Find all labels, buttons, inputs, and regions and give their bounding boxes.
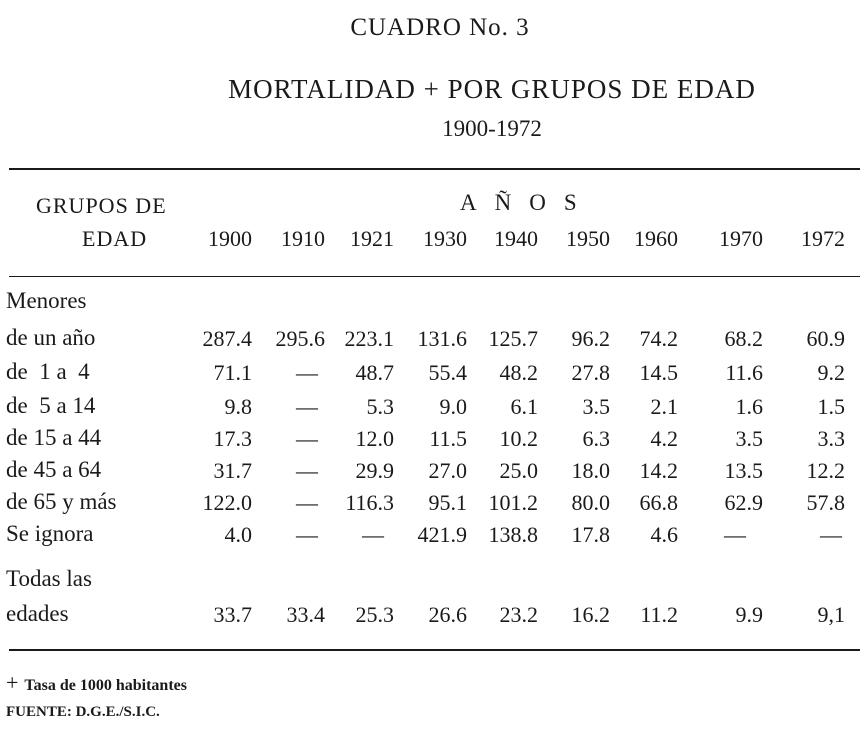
- year-header-1930: 1930: [423, 226, 467, 251]
- total-value: 25.3: [355, 602, 394, 627]
- cell-value: 48.2: [499, 360, 538, 385]
- cell-value: 287.4: [202, 326, 252, 351]
- group-header-line1: GRUPOS DE: [36, 193, 167, 218]
- cell-value: 3.5: [582, 394, 610, 419]
- top-rule: [9, 168, 860, 170]
- cell-value: 31.7: [213, 458, 252, 483]
- cell-value: 11.5: [429, 426, 467, 451]
- row-label-5-14: de 5 a 14: [6, 393, 96, 418]
- table-title: MORTALIDAD + POR GRUPOS DE EDAD: [228, 74, 756, 104]
- bottom-rule: [9, 649, 860, 651]
- cell-value: —: [724, 522, 746, 547]
- total-value: 23.2: [499, 602, 538, 627]
- header-rule: [9, 276, 860, 277]
- cell-value: 48.7: [355, 360, 394, 385]
- cell-value: 1.6: [735, 394, 763, 419]
- cell-value: 18.0: [571, 458, 610, 483]
- cell-value: 6.3: [582, 426, 610, 451]
- total-value: 33.7: [213, 602, 252, 627]
- cell-value: 9.2: [817, 360, 845, 385]
- cell-value: —: [362, 522, 384, 547]
- cell-value: 9.0: [439, 394, 467, 419]
- cell-value: 3.5: [735, 426, 763, 451]
- cell-value: 2.1: [650, 394, 678, 419]
- cell-value: 138.8: [488, 522, 538, 547]
- cell-value: 14.5: [639, 360, 678, 385]
- year-header-1921: 1921: [350, 226, 394, 251]
- cell-value: —: [296, 490, 318, 515]
- plus-symbol: +: [6, 670, 19, 695]
- cell-value: 17.3: [213, 426, 252, 451]
- cell-value: —: [820, 522, 842, 547]
- cell-value: 80.0: [571, 490, 610, 515]
- row-label-de-un-ano: de un año: [6, 325, 96, 350]
- year-header-1972: 1972: [801, 226, 845, 251]
- total-value: 33.4: [286, 602, 325, 627]
- total-value: 9.9: [735, 602, 763, 627]
- cell-value: 101.2: [488, 490, 538, 515]
- total-label-line2: edades: [6, 601, 69, 626]
- cell-value: 68.2: [724, 326, 763, 351]
- cell-value: 71.1: [213, 360, 252, 385]
- row-label-15-44: de 15 a 44: [6, 425, 102, 450]
- cell-value: 27.0: [428, 458, 467, 483]
- cell-value: 29.9: [355, 458, 394, 483]
- table-number: CUADRO No. 3: [350, 14, 530, 41]
- cell-value: 12.0: [355, 426, 394, 451]
- years-header: AÑOS: [460, 190, 595, 215]
- cell-value: 14.2: [639, 458, 678, 483]
- source-footnote: FUENTE: D.G.E./S.I.C.: [6, 704, 160, 720]
- cell-value: —: [296, 394, 318, 419]
- total-value: 11.2: [640, 602, 678, 627]
- total-label-line1: Todas las: [6, 566, 92, 591]
- cell-value: 4.2: [650, 426, 678, 451]
- cell-value: 3.3: [817, 426, 845, 451]
- rate-note-text: Tasa de 1000 habitantes: [24, 677, 187, 694]
- cell-value: 74.2: [639, 326, 678, 351]
- year-header-1940: 1940: [494, 226, 538, 251]
- cell-value: 9.8: [224, 394, 252, 419]
- year-header-1910: 1910: [281, 226, 325, 251]
- table-period: 1900-1972: [442, 116, 542, 141]
- cell-value: 122.0: [202, 490, 252, 515]
- total-value: 26.6: [428, 602, 467, 627]
- cell-value: 6.1: [510, 394, 538, 419]
- cell-value: 5.3: [366, 394, 394, 419]
- row-label-se-ignora: Se ignora: [6, 521, 94, 546]
- cell-value: 66.8: [639, 490, 678, 515]
- cell-value: 57.8: [806, 490, 845, 515]
- rate-footnote: [6, 670, 187, 696]
- cell-value: —: [296, 458, 318, 483]
- cell-value: 131.6: [417, 326, 467, 351]
- row-label-1-4: de 1 a 4: [6, 359, 90, 384]
- cell-value: 60.9: [806, 326, 845, 351]
- cell-value: 17.8: [571, 522, 610, 547]
- cell-value: —: [296, 426, 318, 451]
- cell-value: 96.2: [571, 326, 610, 351]
- cell-value: 125.7: [488, 326, 538, 351]
- cell-value: 12.2: [806, 458, 845, 483]
- year-header-1950: 1950: [566, 226, 610, 251]
- cell-value: 11.6: [725, 360, 763, 385]
- cell-value: —: [296, 360, 318, 385]
- cell-value: —: [296, 522, 318, 547]
- cell-value: 10.2: [499, 426, 538, 451]
- cell-value: 27.8: [571, 360, 610, 385]
- row-label-45-64: de 45 a 64: [6, 457, 102, 482]
- year-header-1970: 1970: [719, 226, 763, 251]
- total-value: 9,1: [817, 602, 845, 627]
- cell-value: 25.0: [499, 458, 538, 483]
- cell-value: 4.0: [224, 522, 252, 547]
- cell-value: 421.9: [417, 522, 467, 547]
- cell-value: 223.1: [344, 326, 394, 351]
- cell-value: 116.3: [345, 490, 394, 515]
- cell-value: 4.6: [650, 522, 678, 547]
- cell-value: 1.5: [817, 394, 845, 419]
- year-header-1900: 1900: [208, 226, 252, 251]
- cell-value: 95.1: [428, 490, 467, 515]
- total-value: 16.2: [571, 602, 610, 627]
- cell-value: 55.4: [428, 360, 467, 385]
- cell-value: 13.5: [724, 458, 763, 483]
- group-header-line2: EDAD: [82, 226, 148, 251]
- row-label-65-plus: de 65 y más: [6, 489, 117, 514]
- row-label-menores: Menores: [6, 288, 87, 313]
- cell-value: 295.6: [275, 326, 325, 351]
- year-header-1960: 1960: [634, 226, 678, 251]
- cell-value: 62.9: [724, 490, 763, 515]
